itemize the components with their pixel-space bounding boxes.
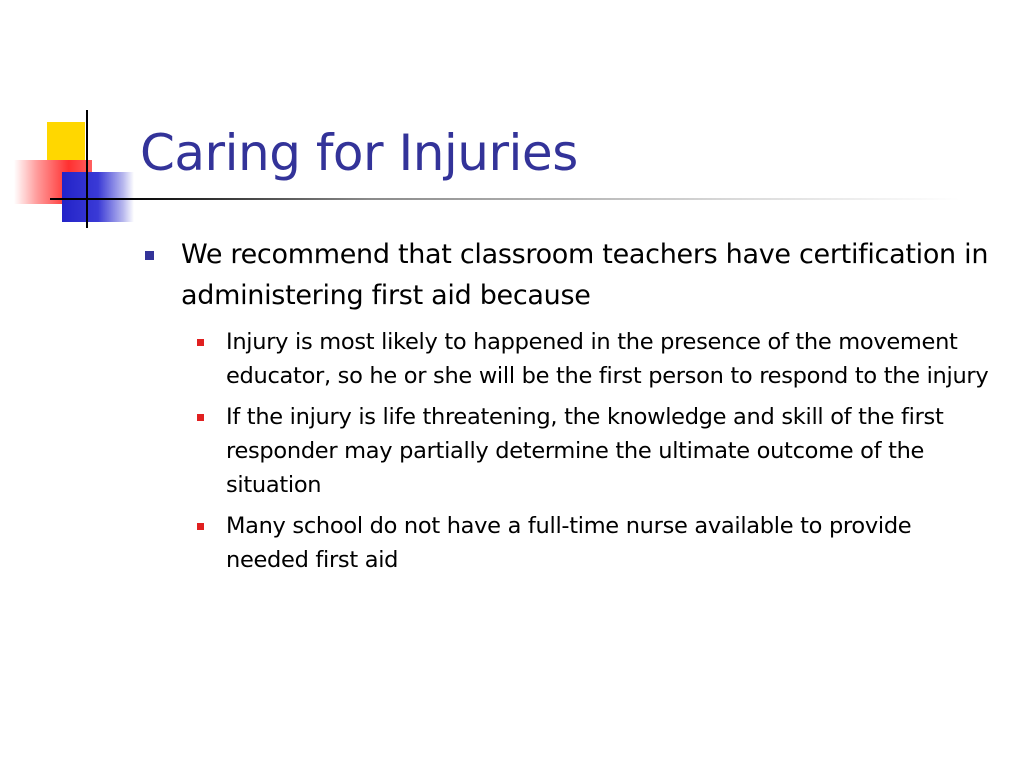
slide-body [140,234,990,584]
deco-blue-square [62,172,134,222]
sub-bullet-item [186,509,990,577]
slide-title: Caring for Injuries [140,124,578,182]
square-bullet-icon [197,339,204,346]
deco-vertical-line [86,110,88,228]
square-bullet-icon [145,251,154,260]
title-underline [50,198,960,200]
bullet-text: We recommend that classroom teachers have certification in administering first aid because [181,239,989,311]
sub-bullet-list [140,325,990,577]
square-bullet-icon [197,414,204,421]
sub-bullet-text: Injury is most likely to happened in the presence of the movement educator, so he or she will be the first person to respond to the injury [226,329,989,389]
bullet-item [140,234,990,316]
sub-bullet-text: Many school do not have a full-time nurse available to provide needed first aid [226,513,912,573]
square-bullet-icon [197,523,204,530]
sub-bullet-item [186,400,990,502]
sub-bullet-item [186,325,990,393]
sub-bullet-text: If the injury is life threatening, the knowledge and skill of the first responder may partially determine the ultimate outcome of the situation [226,404,944,498]
